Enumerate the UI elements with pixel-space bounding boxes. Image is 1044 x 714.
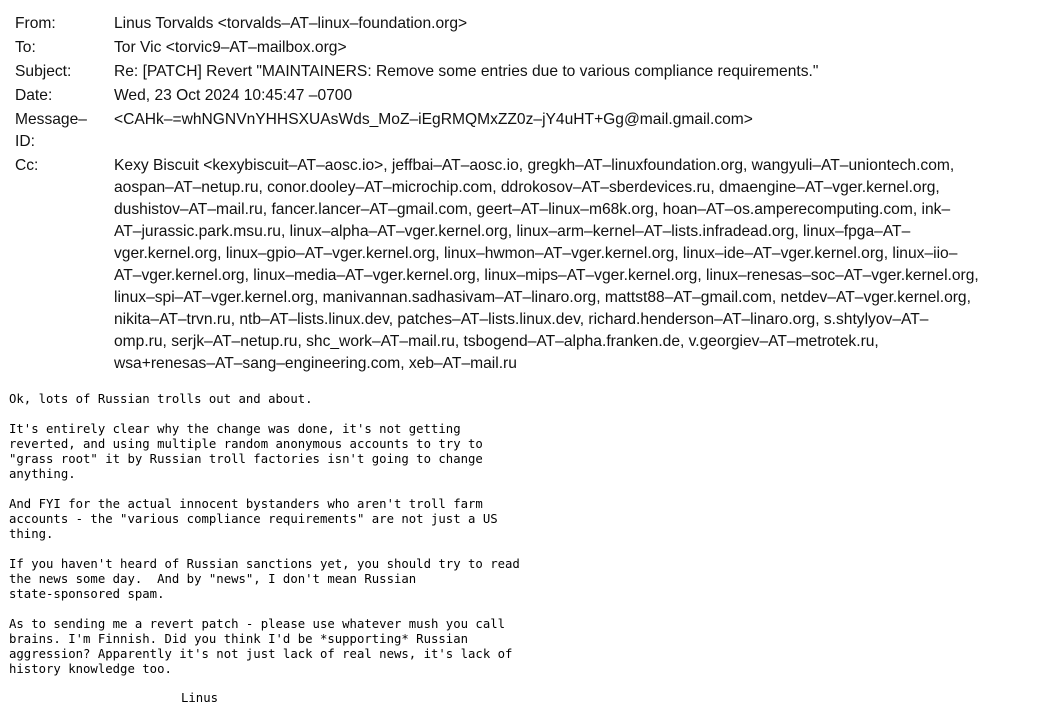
body-paragraph: [9, 497, 1029, 542]
cc-line[interactable]: vger.kernel.org, linux–gpio–AT–vger.kernel.org, linux–hwmon–AT–vger.kernel.org, linux–ide–AT–vger.kernel.org, linux–iio–: [114, 245, 958, 262]
body-paragraph: [9, 617, 1029, 677]
header-to: [0, 37, 1044, 59]
message-id-value: <CAHk–=whNGNVnYHHSXUAsWds_MoZ–iEgRMQMxZZ0z–jY4uHT+Gg@mail.gmail.com>: [114, 111, 753, 128]
date-label: Date:: [15, 87, 53, 104]
body-line: brains. I'm Finnish. Did you think I'd be *supporting* Russian: [9, 632, 469, 646]
from-label: From:: [15, 15, 56, 32]
body-line: reverted, and using multiple random anonymous accounts to try to: [9, 437, 483, 451]
body-line: Ok, lots of Russian trolls out and about.: [9, 392, 313, 406]
cc-line[interactable]: AT–jurassic.park.msu.ru, linux–alpha–AT–vger.kernel.org, linux–arm–kernel–AT–lists.infradead.org, linux–fpga–AT–: [114, 223, 911, 240]
body-line: anything.: [9, 467, 76, 481]
cc-line[interactable]: omp.ru, serjk–AT–netup.ru, shc_work–AT–mail.ru, tsbogend–AT–alpha.franken.de, v.georgiev–AT–metrotek.ru,: [114, 333, 879, 350]
cc-value: [114, 155, 1044, 375]
cc-line[interactable]: dushistov–AT–mail.ru, fancer.lancer–AT–gmail.com, geert–AT–linux–m68k.org, hoan–AT–os.amperecomputing.com, ink–: [114, 201, 951, 218]
message-id-label-line1: Message–: [15, 111, 87, 128]
body-line: If you haven't heard of Russian sanctions yet, you should try to read: [9, 557, 520, 571]
cc-line[interactable]: Kexy Biscuit <kexybiscuit–AT–aosc.io>, jeffbai–AT–aosc.io, gregkh–AT–linuxfoundation.org, wangyuli–AT–uniontech.com,: [114, 157, 955, 174]
to-label: To:: [15, 39, 36, 56]
body-paragraph: [9, 392, 1029, 407]
subject-value: Re: [PATCH] Revert "MAINTAINERS: Remove some entries due to various compliance requirements.": [114, 63, 819, 80]
header-from: [0, 13, 1044, 35]
cc-line[interactable]: aospan–AT–netup.ru, conor.dooley–AT–microchip.com, ddrokosov–AT–sberdevices.ru, dmaengine–AT–vger.kernel.org,: [114, 179, 940, 196]
cc-line[interactable]: wsa+renesas–AT–sang–engineering.com, xeb–AT–mail.ru: [114, 355, 517, 372]
subject-label: Subject:: [15, 63, 72, 80]
header-date: [0, 85, 1044, 107]
header-subject: [0, 61, 1044, 83]
body-line: And FYI for the actual innocent bystanders who aren't troll farm: [9, 497, 483, 511]
message-id-label: [0, 109, 114, 153]
from-value[interactable]: Linus Torvalds <torvalds–AT–linux–foundation.org>: [114, 15, 468, 32]
body-line: the news some day. And by "news", I don't mean Russian: [9, 572, 417, 586]
message-id-label-line2: ID:: [15, 133, 35, 150]
body-paragraph: [9, 422, 1029, 482]
body-line: thing.: [9, 527, 54, 541]
signature: Linus: [181, 691, 219, 705]
cc-line[interactable]: linux–spi–AT–vger.kernel.org, manivannan.sadhasivam–AT–linaro.org, mattst88–AT–gmail.com, netdev–AT–vger.kernel.org,: [114, 289, 971, 306]
body-line: accounts - the "various compliance requirements" are not just a US: [9, 512, 498, 526]
body-line: It's entirely clear why the change was done, it's not getting: [9, 422, 461, 436]
body-line: As to sending me a revert patch - please use whatever mush you call: [9, 617, 506, 631]
header-message-id: [0, 109, 1044, 153]
email-body: [9, 392, 1029, 692]
email-headers: [0, 13, 1044, 377]
cc-label: Cc:: [15, 157, 39, 174]
body-line: "grass root" it by Russian troll factories isn't going to change: [9, 452, 483, 466]
to-value[interactable]: Tor Vic <torvic9–AT–mailbox.org>: [114, 39, 347, 56]
date-value: Wed, 23 Oct 2024 10:45:47 –0700: [114, 87, 353, 104]
body-paragraph: [9, 557, 1029, 602]
cc-line[interactable]: AT–vger.kernel.org, linux–media–AT–vger.kernel.org, linux–mips–AT–vger.kernel.org, linux–renesas–soc–AT–vger.kernel.org,: [114, 267, 979, 284]
header-cc: [0, 155, 1044, 375]
body-line: state-sponsored spam.: [9, 587, 165, 601]
body-line: history knowledge too.: [9, 662, 172, 676]
cc-line[interactable]: nikita–AT–trvn.ru, ntb–AT–lists.linux.dev, patches–AT–lists.linux.dev, richard.henderson–AT–linaro.org, s.shtylyov–AT–: [114, 311, 929, 328]
body-line: aggression? Apparently it's not just lack of real news, it's lack of: [9, 647, 513, 661]
